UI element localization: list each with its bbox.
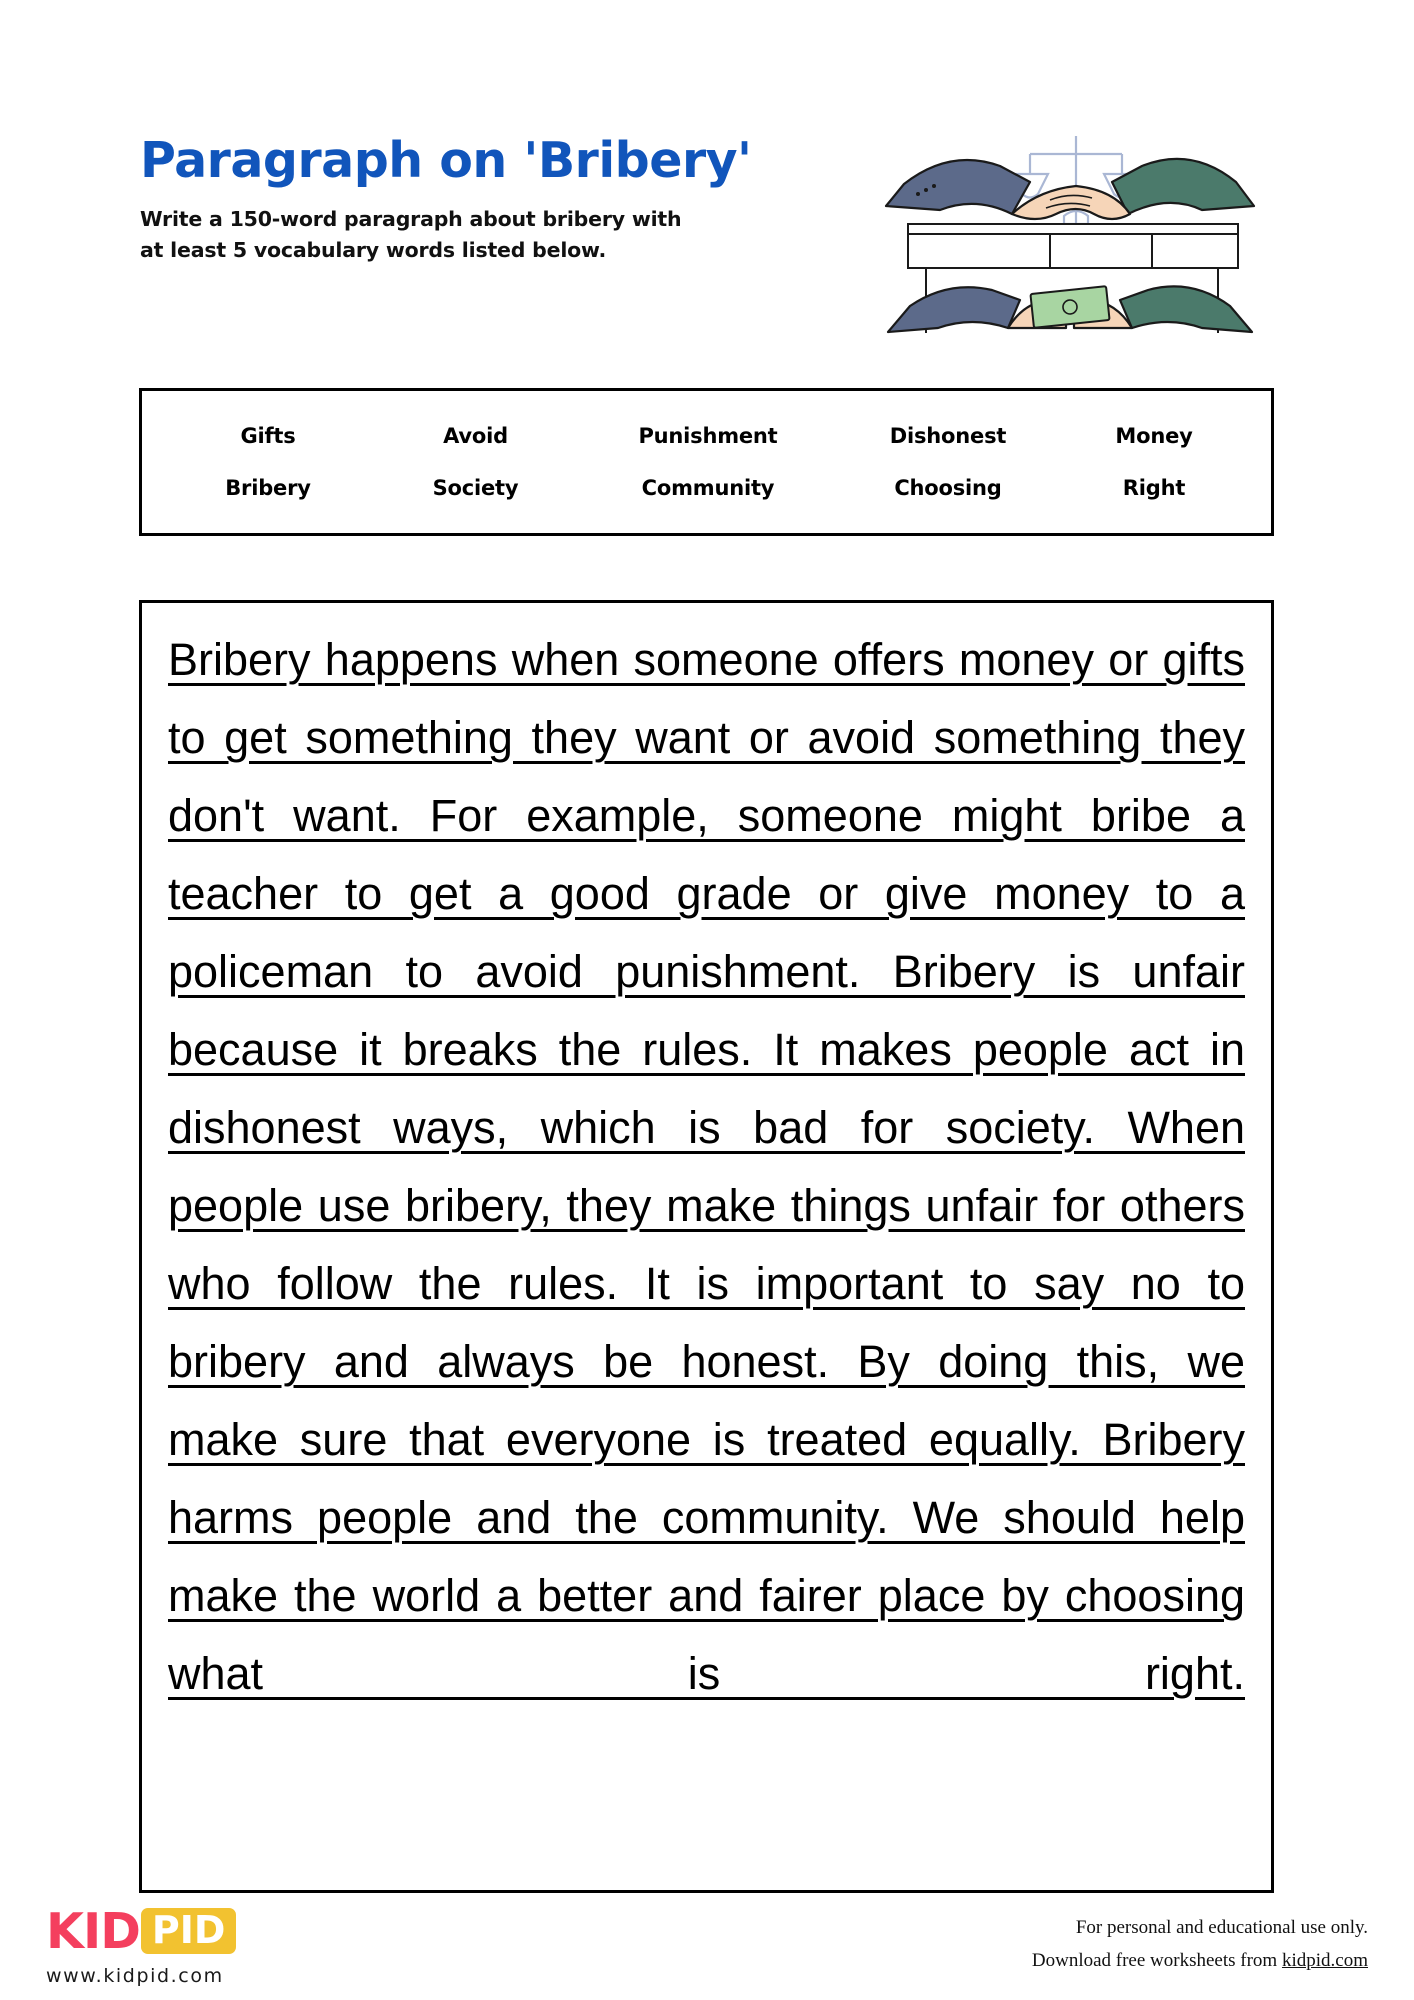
logo-website-url: www.kidpid.com (46, 1965, 224, 1987)
kidpid-logo (46, 1903, 236, 1987)
vocabulary-word: Dishonest (889, 424, 1007, 448)
footer-note-prefix: Download free worksheets from (1031, 1950, 1282, 1972)
footer-note-line-2 (1032, 1944, 1368, 1977)
vocabulary-word: Punishment (638, 424, 778, 448)
answer-box (139, 600, 1274, 1893)
kidpid-link[interactable]: kidpid.com (1281, 1950, 1368, 1972)
vocabulary-row (142, 424, 1271, 448)
vocabulary-word: Society (432, 476, 519, 500)
vocabulary-word: Gifts (240, 424, 296, 448)
footer-note (1032, 1911, 1368, 1978)
footer-note-line-1: For personal and educational use only. (1075, 1917, 1368, 1938)
page-title: Paragraph on 'Bribery' (140, 132, 752, 189)
vocabulary-word: Right (1122, 476, 1186, 500)
bribery-handshake-illustration (880, 128, 1260, 340)
vocabulary-word: Community (641, 476, 775, 500)
vocabulary-word: Avoid (443, 424, 508, 448)
subtitle-line-1: Write a 150-word paragraph about bribery with (140, 207, 682, 232)
vocabulary-word: Bribery (225, 476, 311, 500)
subtitle-line-2: at least 5 vocabulary words listed below. (140, 238, 607, 263)
answer-paragraph: Bribery happens when someone offers money or gifts to get something they want or avoid something they don't want. For example, someone might bribe a teacher to get a good grade or give money to a policeman to avoid punishment. Bribery is unfair because it breaks the rules. It makes people act in dishonest ways, which is bad for society. When people use bribery, they make things unfair for others who follow the rules. It is important to say no to bribery and always be honest. By doing this, we make sure that everyone is treated equally. Bribery harms people and the community. We should help make the world a better and fairer place by choosing what is right. (168, 634, 1245, 1699)
footer (0, 1895, 1414, 2000)
vocabulary-box (139, 388, 1274, 536)
logo-mark (46, 1903, 236, 1959)
vocabulary-row (142, 476, 1271, 500)
page-subtitle (140, 204, 820, 266)
logo-pid-text: PID (141, 1908, 237, 1954)
vocabulary-word: Money (1115, 424, 1193, 448)
logo-kid-text: KID (46, 1902, 140, 1960)
vocabulary-word: Choosing (894, 476, 1002, 500)
